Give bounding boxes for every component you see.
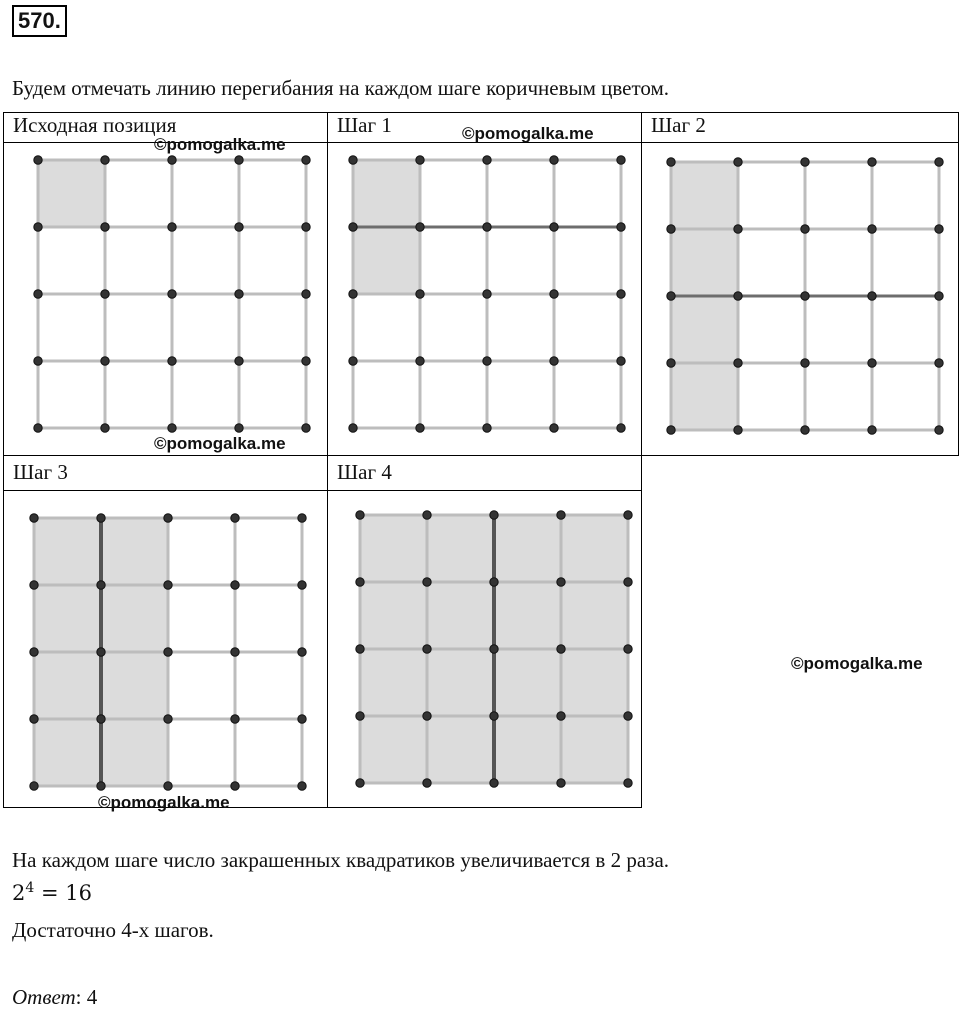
grid-node [101,424,109,432]
grid-node [164,648,172,656]
grid-node [617,156,625,164]
grid-node [667,292,675,300]
shaded-square [561,716,628,783]
intro-text: Будем отмечать линию перегибания на каждом шаге коричневым цветом. [12,76,670,100]
panel-label: Шаг 4 [337,460,392,484]
shaded-square [360,582,427,649]
grid-node [231,782,239,790]
shaded-square [353,160,420,227]
shaded-square [427,582,494,649]
shaded-square [101,719,168,786]
shaded-square [427,649,494,716]
grid-node [624,578,632,586]
grid-node [34,223,42,231]
grid-node [557,779,565,787]
grid-node [416,357,424,365]
grid-node [935,359,943,367]
shaded-square [671,296,738,363]
grid-node [302,156,310,164]
panel-label: Шаг 1 [337,113,392,137]
grid-node [801,158,809,166]
shaded-square [494,716,561,783]
grid-node [302,223,310,231]
grid-node [168,424,176,432]
grid-node [935,292,943,300]
grid-node [231,715,239,723]
watermark: ©pomogalka.me [154,135,286,154]
grid-node [557,511,565,519]
shaded-square [101,652,168,719]
grid-node [349,424,357,432]
grid-node [617,424,625,432]
grid-node [617,223,625,231]
grid-node [302,424,310,432]
shaded-square [360,515,427,582]
grid-node [490,712,498,720]
grid-node [550,223,558,231]
grid-node [168,156,176,164]
grid-node [416,424,424,432]
grid-node [231,648,239,656]
grid-node [30,782,38,790]
grid-node [349,290,357,298]
grid-node [356,578,364,586]
grid-node [490,779,498,787]
grid-node [935,426,943,434]
shaded-square [101,518,168,585]
grid-node [423,511,431,519]
shaded-square [671,363,738,430]
grid-node [97,581,105,589]
grid-node [235,424,243,432]
grid-node [356,779,364,787]
grid-node [101,223,109,231]
grid-node [868,158,876,166]
grid-node [667,158,675,166]
grid-node [624,712,632,720]
grid-node [30,581,38,589]
grid-node [734,426,742,434]
grid-node [34,290,42,298]
shaded-square [494,582,561,649]
formula [12,880,92,905]
grid-node [734,225,742,233]
grid-node [298,782,306,790]
formula-exponent: 4 [25,880,35,896]
grid-node [550,424,558,432]
watermark: ©pomogalka.me [791,654,923,673]
shaded-square [38,160,105,227]
shaded-square [360,649,427,716]
grid-node [235,156,243,164]
shaded-square [561,582,628,649]
grid-node [97,715,105,723]
grid-node [667,225,675,233]
sufficient-text: Достаточно 4-х шагов. [12,918,214,942]
grid-node [231,514,239,522]
shaded-square [360,716,427,783]
grid-node [416,223,424,231]
shaded-square [34,719,101,786]
grid-node [423,645,431,653]
answer-value: : 4 [75,985,98,1009]
grid-node [624,645,632,653]
panel-label: Шаг 3 [13,460,68,484]
grid-node [101,357,109,365]
grid-node [868,292,876,300]
grid-node [298,648,306,656]
shaded-square [494,649,561,716]
shaded-square [561,649,628,716]
grid-node [164,514,172,522]
grid-node [868,225,876,233]
answer-label: Ответ [12,985,76,1009]
grid-node [801,292,809,300]
grid-node [235,357,243,365]
grid-node [231,581,239,589]
grid-node [416,156,424,164]
grid-node [557,712,565,720]
grid-node [34,156,42,164]
grid-node [483,156,491,164]
grid-node [349,357,357,365]
grid-node [483,357,491,365]
grid-node [490,578,498,586]
grid-node [490,645,498,653]
panel-label: Шаг 2 [651,113,706,137]
shaded-square [561,515,628,582]
conclusion-text: На каждом шаге число закрашенных квадратиков увеличивается в 2 раза. [12,848,670,872]
grid-node [423,779,431,787]
grid-node [935,158,943,166]
grid-node [168,223,176,231]
grid-node [34,357,42,365]
grid-node [97,514,105,522]
grid-node [235,290,243,298]
shaded-square [671,229,738,296]
shaded-square [101,585,168,652]
grid-node [97,648,105,656]
panel-label: Исходная позиция [13,113,177,137]
grid-node [356,645,364,653]
grid-node [356,511,364,519]
grid-node [349,223,357,231]
grid-node [557,578,565,586]
shaded-square [34,652,101,719]
grid-node [30,648,38,656]
shaded-square [427,716,494,783]
grid-node [734,158,742,166]
grid-node [97,782,105,790]
watermark: ©pomogalka.me [98,793,230,812]
grid-node [164,581,172,589]
problem-number: 570. [12,5,67,37]
grid-node [298,514,306,522]
shaded-square [353,227,420,294]
grid-node [801,426,809,434]
shaded-square [671,162,738,229]
grid-node [868,426,876,434]
grid-node [164,782,172,790]
grid-node [298,715,306,723]
grid-node [617,290,625,298]
grid-node [302,290,310,298]
grid-node [101,290,109,298]
grid-node [168,290,176,298]
shaded-square [34,585,101,652]
shaded-square [494,515,561,582]
grid-node [298,581,306,589]
grid-node [349,156,357,164]
formula-base: 2 [12,881,26,905]
grid-node [667,359,675,367]
grid-node [617,357,625,365]
grid-node [168,357,176,365]
formula-result: = 16 [34,881,92,905]
grid-node [624,779,632,787]
grid-node [164,715,172,723]
grid-node [667,426,675,434]
grid-node [550,357,558,365]
grid-node [624,511,632,519]
shaded-square [427,515,494,582]
grid-node [550,290,558,298]
grid-node [302,357,310,365]
grid-node [235,223,243,231]
grid-node [734,359,742,367]
grid-node [734,292,742,300]
grid-node [483,290,491,298]
grid-node [935,225,943,233]
grid-node [423,712,431,720]
answer [12,985,97,1010]
watermark: ©pomogalka.me [154,434,286,453]
grid-node [490,511,498,519]
grid-node [801,359,809,367]
grid-node [483,424,491,432]
grid-node [423,578,431,586]
watermark: ©pomogalka.me [462,124,594,143]
grid-node [34,424,42,432]
grid-node [356,712,364,720]
grid-node [801,225,809,233]
shaded-square [34,518,101,585]
grid-node [868,359,876,367]
grid-node [550,156,558,164]
grid-node [101,156,109,164]
grid-node [483,223,491,231]
grid-node [557,645,565,653]
grid-node [30,715,38,723]
grid-node [416,290,424,298]
grid-node [30,514,38,522]
